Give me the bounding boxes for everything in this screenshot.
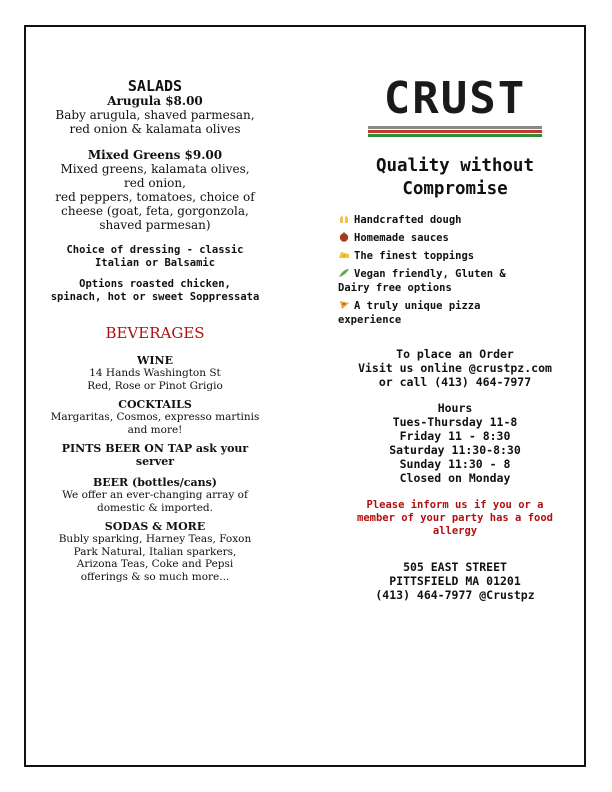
order-line-3: or call (413) 464-7977 [378,375,532,389]
mixed-desc-3: red peppers, tomatoes, choice of [55,190,255,204]
sodas-desc-2: Park Natural, Italian sparkers, [73,545,237,558]
cocktails-title: COCKTAILS [118,398,192,411]
pints-note-1: PINTS BEER ON TAP ask your [61,442,249,455]
herb-icon [338,268,350,278]
dressing-note-2: Italian or Balsamic [94,257,216,269]
logo-stripe-red [368,130,542,133]
logo-stripe-gray [368,126,542,129]
arugula-desc-1: Baby arugula, shaved parmesan, [55,108,255,122]
sodas-desc-3: Arizona Teas, Coke and Pepsi [76,558,234,570]
hours-heading: Hours [437,401,473,415]
mixed-desc-4: cheese (goat, feta, gorgonzola, [61,204,249,218]
feature-item [338,231,580,245]
allergy-line-3: allergy [432,525,478,537]
tomato-icon [338,232,350,242]
feature-text: experience [338,314,402,326]
sodas-desc-1: Bubly sparking, Harney Teas, Foxon [58,533,252,545]
dressing-note-1: Choice of dressing - classic [66,244,244,256]
mixed-desc-2: red onion, [124,176,186,190]
allergy-line-1: Please inform us if you or a [366,499,544,511]
feature-text: The finest toppings [354,250,475,262]
beverages-heading: BEVERAGES [105,324,205,342]
feature-text: Handcrafted dough [354,214,462,226]
mixed-desc-1: Mixed greens, kalamata olives, [60,162,250,176]
wine-desc-1: 14 Hands Washington St [89,367,221,379]
beer-desc-1: We offer an ever-changing array of [62,489,248,501]
arugula-title: Arugula $8.00 [107,94,203,108]
pizza-slice-icon [338,300,350,310]
tagline-line-2: Compromise [402,179,508,199]
hours-line: Saturday 11:30-8:30 [389,443,521,457]
crust-logo [330,73,580,137]
sodas-title: SODAS & MORE [104,520,206,533]
feature-item [338,267,580,295]
hours-line: Friday 11 - 8:30 [399,429,511,443]
hours-line: Sunday 11:30 - 8 [399,457,511,471]
feature-item [338,299,580,327]
feature-item [338,249,580,263]
mixed-desc-5: shaved parmesan) [99,218,211,232]
options-note-2: spinach, hot or sweet Soppressata [50,291,260,303]
allergy-line-2: member of your party has a food [357,512,553,524]
feature-text: Homemade sauces [354,232,449,244]
left-column [30,78,280,583]
order-line-1: To place an Order [396,347,514,361]
order-line-2: Visit us online @crustpz.com [358,361,552,375]
address-line-2: PITTSFIELD MA 01201 [389,574,521,588]
beer-desc-2: domestic & imported. [97,501,213,514]
hours-line: Closed on Monday [399,471,511,485]
tagline-line-1: Quality without [375,156,535,176]
cheese-icon [338,250,350,260]
feature-text: A truly unique pizza [354,300,481,312]
wine-desc-2: Red, Rose or Pinot Grigio [87,379,223,392]
sodas-desc-4: offerings & so much more... [80,570,230,583]
cocktails-desc-1: Margaritas, Cosmos, expresso martinis [50,411,260,423]
feature-item [338,213,580,227]
beer-title: BEER (bottles/cans) [92,476,218,489]
feature-text: Vegan friendly, Gluten & [354,268,506,280]
feature-text: Dairy free options [338,282,452,294]
mixed-greens-title: Mixed Greens $9.00 [87,148,223,162]
options-note-1: Options roasted chicken, [79,278,231,290]
features-list [338,213,580,327]
address-line-1: 505 EAST STREET [403,560,507,574]
cocktails-desc-2: and more! [127,423,183,436]
hands-icon [338,214,350,224]
pints-note-2: server [135,455,175,468]
salads-heading: SALADS [127,77,183,95]
wine-title: WINE [137,354,173,367]
arugula-desc-2: red onion & kalamata olives [69,122,241,136]
address-line-3: (413) 464-7977 @Crustpz [375,588,535,602]
right-column [330,73,580,602]
hours-line: Tues-Thursday 11-8 [392,415,518,429]
logo-text: CRUST [383,73,527,124]
